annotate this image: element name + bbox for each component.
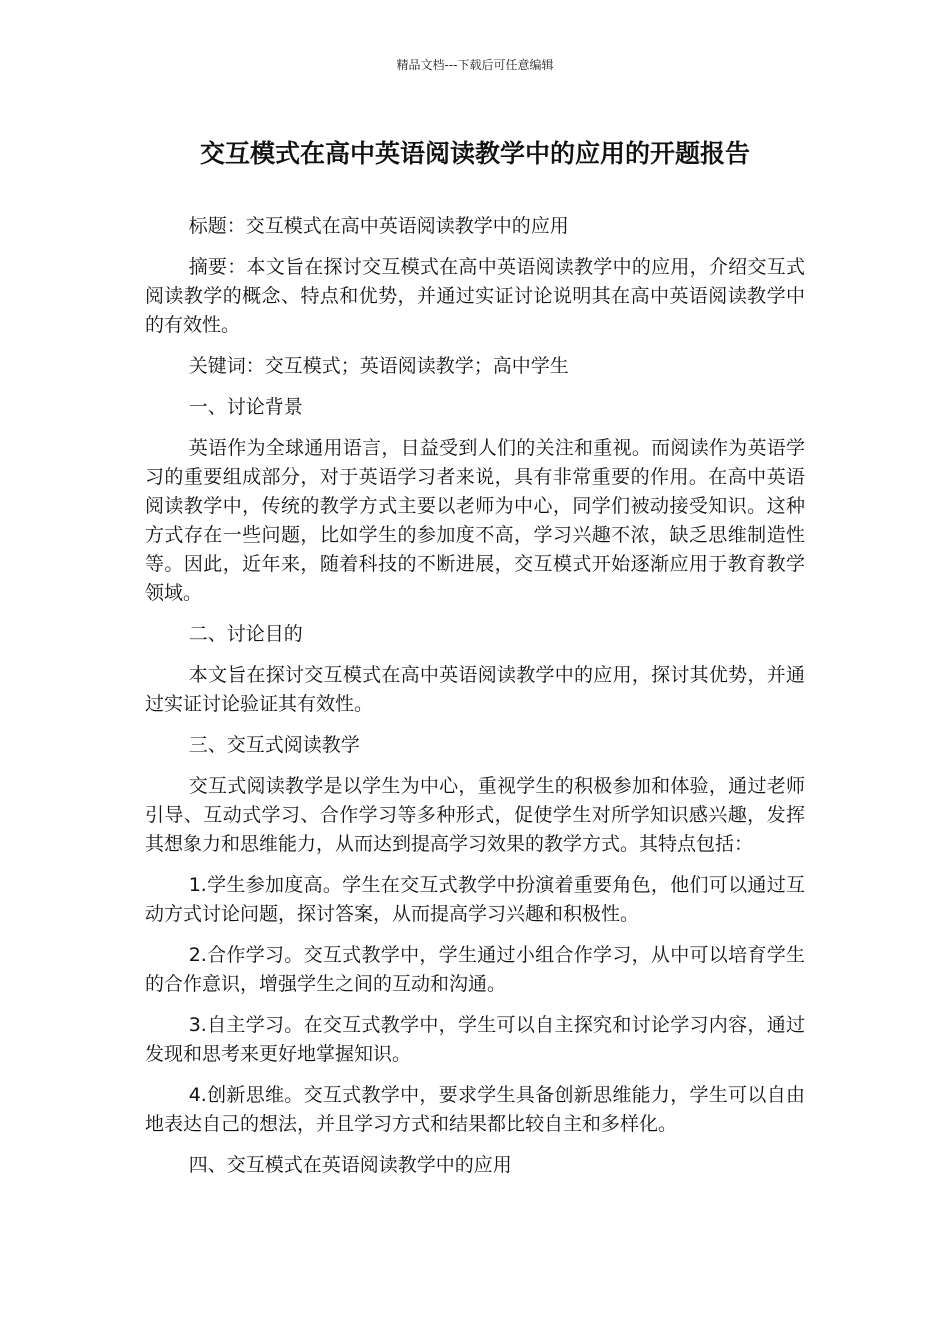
paragraph-subject: 标题：交互模式在高中英语阅读教学中的应用 bbox=[188, 215, 569, 237]
section-heading-background: 一、讨论背景 bbox=[188, 396, 303, 418]
list-item-autonomous-learning: 3.自主学习。在交互式教学中，学生可以自主探究和讨论学习内容，通过发现和思考来更好地掌握知识。 bbox=[145, 1014, 805, 1065]
document-title: 交互模式在高中英语阅读教学中的应用的开题报告 bbox=[199, 139, 750, 168]
paragraph-interactive-reading: 交互式阅读教学是以学生为中心，重视学生的积极参加和体验，通过老师引导、互动式学习、合作学习等多种形式，促使学生对所学知识感兴趣，发挥其想象力和思维能力，从而达到提高学习效果的教学方式。其特点包括： bbox=[145, 775, 805, 855]
paragraph-keywords: 关键词：交互模式；英语阅读教学；高中学生 bbox=[188, 355, 569, 377]
section-heading-application: 四、交互模式在英语阅读教学中的应用 bbox=[188, 1154, 512, 1176]
paragraph-background: 英语作为全球通用语言，日益受到人们的关注和重视。而阅读作为英语学习的重要组成部分，对于英语学习者来说，具有非常重要的作用。在高中英语阅读教学中，传统的教学方式主要以老师为中心，同学们被动接受知识。这种方式存在一些问题，比如学生的参加度不高，学习兴趣不浓，缺乏思维制造性等。因此，近年来，随着科技的不断进展，交互模式开始逐渐应用于教育教学领域。 bbox=[145, 437, 805, 604]
section-heading-interactive-reading: 三、交互式阅读教学 bbox=[188, 734, 360, 756]
paragraph-purpose: 本文旨在探讨交互模式在高中英语阅读教学中的应用，探讨其优势，并通过实证讨论验证其有效性。 bbox=[145, 664, 805, 715]
paragraph-abstract: 摘要：本文旨在探讨交互模式在高中英语阅读教学中的应用，介绍交互式阅读教学的概念、特点和优势，并通过实证讨论说明其在高中英语阅读教学中的有效性。 bbox=[145, 256, 805, 336]
document-body bbox=[145, 212, 805, 1192]
list-item-innovative-thinking: 4.创新思维。交互式教学中，要求学生具备创新思维能力，学生可以自由地表达自己的想法，并且学习方式和结果都比较自主和多样化。 bbox=[145, 1084, 805, 1135]
list-item-cooperative-learning: 2.合作学习。交互式教学中，学生通过小组合作学习，从中可以培育学生的合作意识，增强学生之间的互动和沟通。 bbox=[145, 944, 805, 995]
page-header: 精品文档---下载后可任意编辑 bbox=[396, 58, 554, 72]
section-heading-purpose: 二、讨论目的 bbox=[188, 623, 303, 645]
list-item-participation: 1.学生参加度高。学生在交互式教学中扮演着重要角色，他们可以通过互动方式讨论问题，探讨答案，从而提高学习兴趣和积极性。 bbox=[145, 874, 805, 925]
